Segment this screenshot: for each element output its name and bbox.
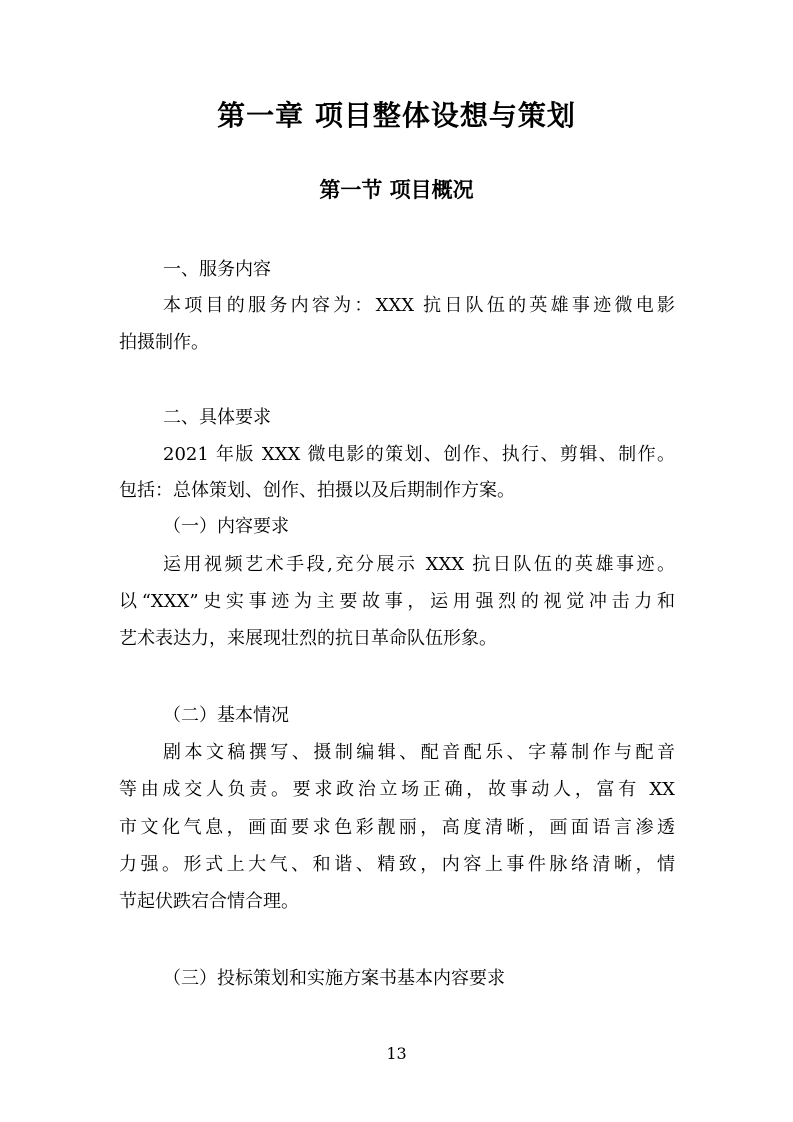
heading-service-content: 一、服务内容 [163,259,271,280]
paragraph-line: 包括：总体策划、创作、拍摄以及后期制作方案。 [119,480,515,501]
paragraph-line: 节起伏跌宕合情合理。 [119,891,299,912]
chapter-title: 第一章 项目整体设想与策划 [217,99,576,132]
heading-bid-plan-requirements: （三）投标策划和实施方案书基本内容要求 [163,968,505,989]
paragraph-line: 艺术表达力，来展现壮烈的抗日革命队伍形象。 [119,628,497,649]
heading-content-requirements: （一）内容要求 [163,516,289,537]
paragraph-line: 力强。形式上大气、和谐、精致，内容上事件脉络清晰，情 [119,854,675,875]
paragraph-line: 运用视频艺术手段,充分展示 XXX 抗日队伍的英雄事迹。 [163,554,675,575]
paragraph-line: 以“XXX”史实事迹为主要故事，运用强烈的视觉冲击力和 [119,591,675,612]
paragraph-line: 等由成交人负责。要求政治立场正确，故事动人，富有 XX [119,779,675,800]
section-title: 第一节 项目概况 [319,177,474,202]
paragraph-line: 拍摄制作。 [119,332,209,353]
paragraph-line: 市文化气息，画面要求色彩靓丽，高度清晰，画面语言渗透 [119,817,675,838]
paragraph-line: 2021 年版 XXX 微电影的策划、创作、执行、剪辑、制作。 [163,444,675,465]
paragraph-line: 剧本文稿撰写、摄制编辑、配音配乐、字幕制作与配音 [163,742,675,763]
heading-specific-requirements: 二、具体要求 [163,407,271,428]
page-number: 13 [386,1044,407,1063]
paragraph-line: 本项目的服务内容为：XXX 抗日队伍的英雄事迹微电影 [163,295,675,316]
heading-basic-situation: （二）基本情况 [163,705,289,726]
